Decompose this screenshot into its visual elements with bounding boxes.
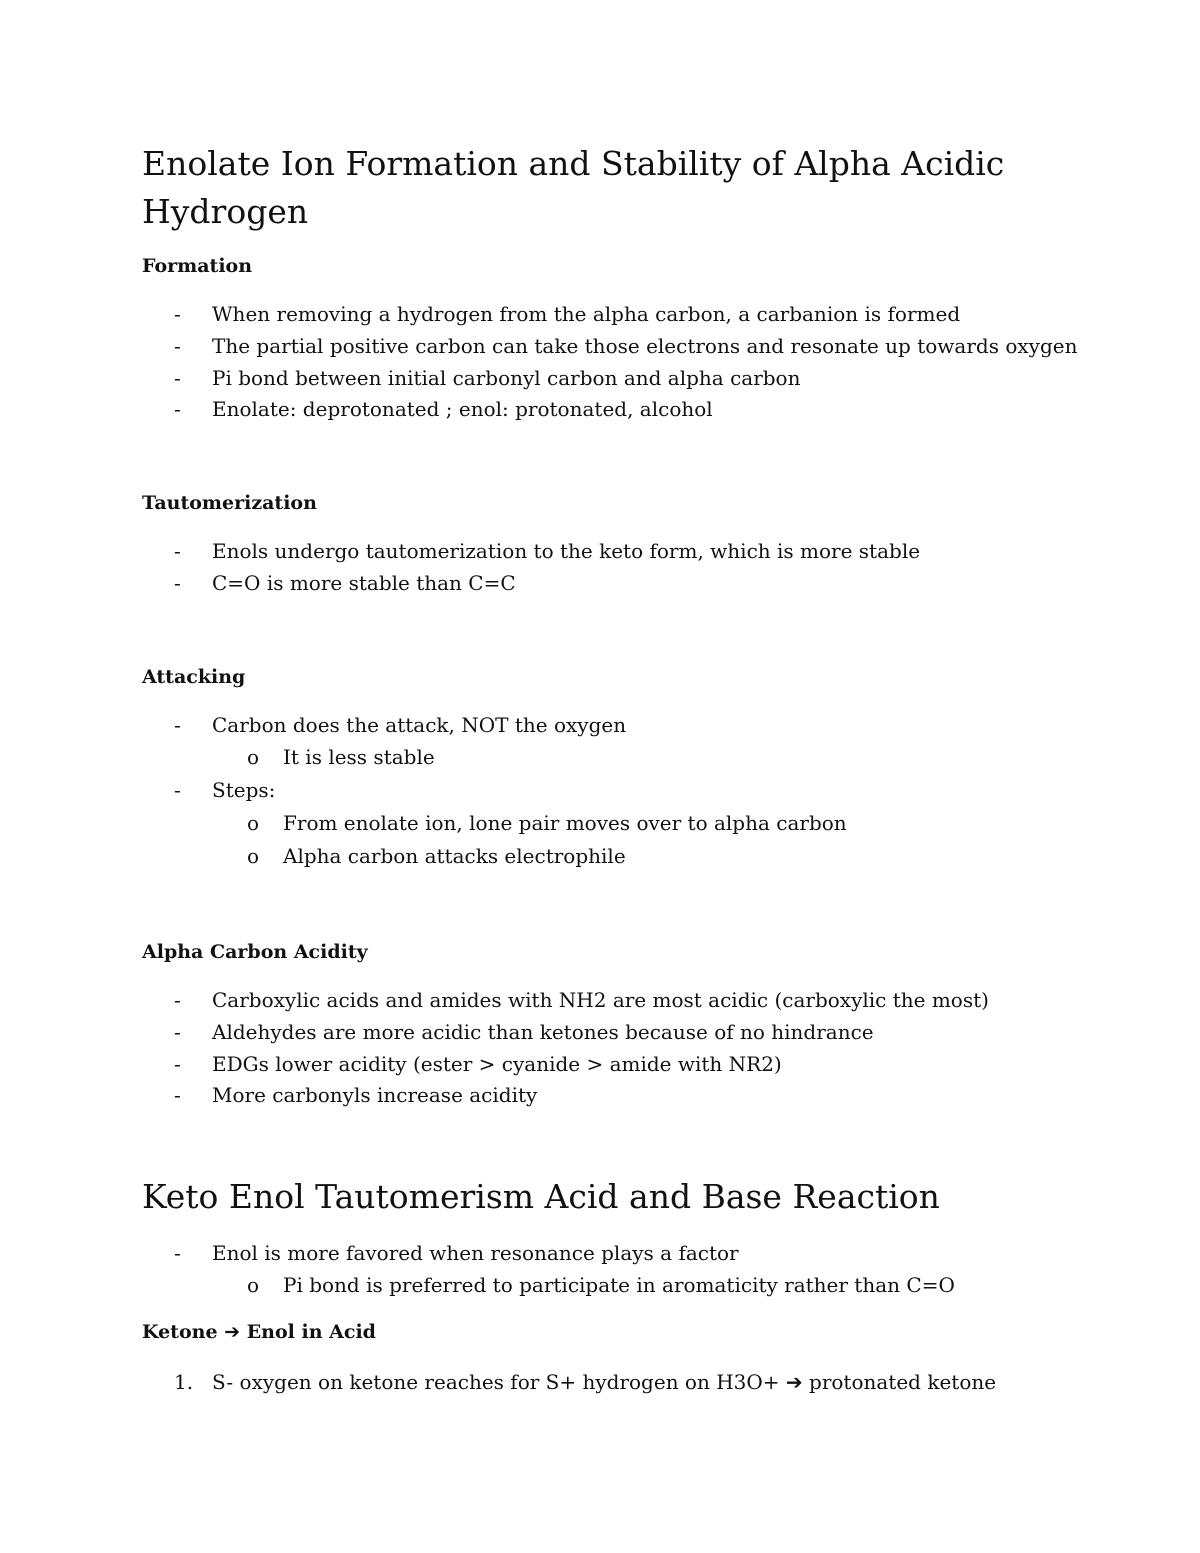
heading-ketone-enol-acid: Ketone ➔ Enol in Acid <box>142 1321 376 1343</box>
arrow-icon: ➔ <box>785 1370 803 1394</box>
list-item: - More carbonyls increase acidity <box>174 1083 538 1107</box>
numbered-list-item: 1. S- oxygen on ketone reaches for S+ hydrogen on H3O+ ➔ protonated ketone <box>174 1370 997 1394</box>
list-item: - Carboxylic acids and amides with NH2 are most acidic (carboxylic the most) <box>174 988 989 1012</box>
list-item: - The partial positive carbon can take those electrons and resonate up towards oxygen <box>174 334 1078 358</box>
list-item: - EDGs lower acidity (ester > cyanide > amide with NR2) <box>174 1052 782 1076</box>
arrow-icon: ➔ <box>224 1321 241 1343</box>
list-item: - Enolate: deprotonated ; enol: protonated, alcohol <box>174 397 713 421</box>
document-title-2: Keto Enol Tautomerism Acid and Base Reaction <box>142 1177 940 1216</box>
sub-list-item: o Alpha carbon attacks electrophile <box>247 844 626 868</box>
sub-list-item: o Pi bond is preferred to participate in aromaticity rather than C=O <box>247 1273 955 1297</box>
list-item: - Pi bond between initial carbonyl carbon and alpha carbon <box>174 366 801 390</box>
document-title-1 <box>142 140 1004 236</box>
list-item: - C=O is more stable than C=C <box>174 571 516 595</box>
list-item: - Enols undergo tautomerization to the keto form, which is more stable <box>174 539 921 563</box>
heading-alpha-carbon-acidity: Alpha Carbon Acidity <box>142 941 368 963</box>
title-line-2: Hydrogen <box>142 192 309 231</box>
heading-tautomerization: Tautomerization <box>142 492 317 514</box>
list-item: - Enol is more favored when resonance plays a factor <box>174 1241 739 1265</box>
heading-formation: Formation <box>142 255 253 277</box>
list-item: - When removing a hydrogen from the alpha carbon, a carbanion is formed <box>174 302 961 326</box>
list-item: - Carbon does the attack, NOT the oxygen <box>174 713 627 737</box>
list-item: - Steps: <box>174 778 276 802</box>
sub-list-item: o It is less stable <box>247 745 435 769</box>
heading-attacking: Attacking <box>142 666 246 688</box>
title-line-1: Enolate Ion Formation and Stability of Alpha Acidic <box>142 144 1005 183</box>
sub-list-item: o From enolate ion, lone pair moves over to alpha carbon <box>247 811 847 835</box>
list-item: - Aldehydes are more acidic than ketones because of no hindrance <box>174 1020 874 1044</box>
